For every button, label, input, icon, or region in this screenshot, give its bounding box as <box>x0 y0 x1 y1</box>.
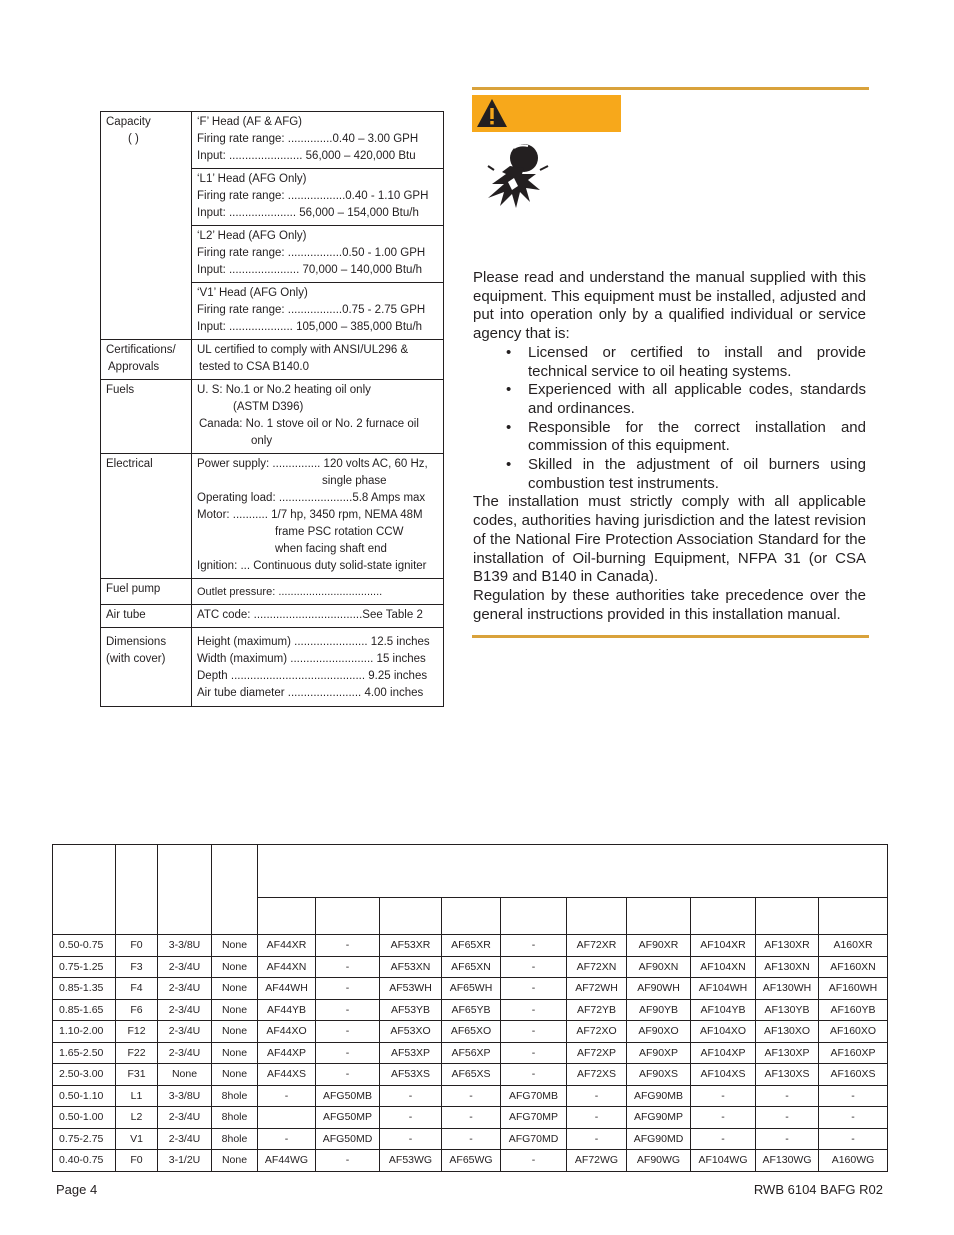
spec-label-fuel-pump <box>101 579 192 605</box>
table-cell: - <box>501 956 567 978</box>
table-cell: - <box>501 978 567 1000</box>
warning-bullet: • Responsible for the correct installation and commission of this equipment. <box>473 419 866 456</box>
capacity-label-paren: ( ) <box>128 133 139 145</box>
table-cell: 0.75-2.75 <box>53 1128 116 1150</box>
spec-value-fuels <box>192 380 444 454</box>
header-cell <box>756 898 819 935</box>
spec-row-capacity-f <box>101 112 444 169</box>
table-cell: AF53WG <box>380 1150 442 1172</box>
table-cell: AF130XO <box>756 1021 819 1043</box>
electrical-power-2: single phase <box>322 475 387 487</box>
table-cell: 0.85-1.35 <box>53 978 116 1000</box>
header-cell <box>212 845 258 935</box>
spec-value-l1-head <box>192 169 444 226</box>
spec-row-fuels <box>101 380 444 454</box>
table-cell: - <box>756 1085 819 1107</box>
spec-value-fuel-pump <box>192 579 444 605</box>
table-cell: 0.75-1.25 <box>53 956 116 978</box>
table-cell: 2-3/4U <box>158 978 212 1000</box>
table-cell: - <box>258 1085 316 1107</box>
fuel-pump-value: Outlet pressure: .................................. <box>197 586 383 598</box>
table-cell: None <box>158 1064 212 1086</box>
table-cell: V1 <box>116 1128 158 1150</box>
header-cell <box>501 898 567 935</box>
header-cell <box>819 898 888 935</box>
warning-intro: Please read and understand the manual supplied with this equipment. This equipment must be installed, adjusted and put into operation only by a qualified individual or service agency that is: <box>473 269 866 343</box>
table-cell: 0.50-0.75 <box>53 935 116 957</box>
table-cell: AF72XN <box>567 956 627 978</box>
table-cell: AF65WG <box>442 1150 501 1172</box>
table-cell: 3-1/2U <box>158 1150 212 1172</box>
table-cell: AF90XO <box>627 1021 691 1043</box>
table-cell: AF130YB <box>756 999 819 1021</box>
spec-row-fuel-pump <box>101 579 444 605</box>
table-cell: F3 <box>116 956 158 978</box>
table-cell: None <box>212 956 258 978</box>
table-cell: AF130WG <box>756 1150 819 1172</box>
explosion-icon <box>484 140 552 212</box>
table-cell: None <box>212 935 258 957</box>
table-cell: 1.10-2.00 <box>53 1021 116 1043</box>
spec-value-certifications <box>192 340 444 380</box>
table-row <box>53 956 888 978</box>
table-cell: AFG70MD <box>501 1128 567 1150</box>
table-cell: AF44XO <box>258 1021 316 1043</box>
table-cell: - <box>316 1042 380 1064</box>
fuels-canada-2: only <box>251 435 273 447</box>
table-cell: A160WG <box>819 1150 888 1172</box>
table-cell: 0.40-0.75 <box>53 1150 116 1172</box>
table-cell: - <box>316 956 380 978</box>
table-row <box>53 1021 888 1043</box>
spec-row-electrical <box>101 454 444 579</box>
table-cell: - <box>501 1042 567 1064</box>
spec-value-electrical <box>192 454 444 579</box>
table-cell: 2-3/4U <box>158 1021 212 1043</box>
table-cell: AF160WH <box>819 978 888 1000</box>
table-cell: F12 <box>116 1021 158 1043</box>
f-head-title: ‘F’ Head (AF & AFG) <box>197 116 303 128</box>
table-cell: AFG70MP <box>501 1107 567 1129</box>
table-row <box>53 1064 888 1086</box>
table-cell: AFG50MP <box>316 1107 380 1129</box>
table-cell: AF65XR <box>442 935 501 957</box>
table-cell <box>258 1107 316 1129</box>
table-cell: AF160XS <box>819 1064 888 1086</box>
l1-head-title: ‘L1’ Head (AFG Only) <box>197 173 307 185</box>
table-cell: - <box>380 1085 442 1107</box>
l2-head-firing: Firing rate range: .................0.50 - 1.00 GPH <box>197 247 426 259</box>
header-cell <box>258 845 888 898</box>
table-cell: - <box>567 1085 627 1107</box>
table-cell: L1 <box>116 1085 158 1107</box>
cert-line-2: tested to CSA B140.0 <box>199 361 309 373</box>
fuels-label: Fuels <box>106 384 135 396</box>
table-cell: AF104XS <box>691 1064 756 1086</box>
warning-installation-paragraph: The installation must strictly comply with all applicable codes, authorities having jurisdiction and the latest revision of the National Fire Protection Association Standard for the installation of Oil-burning Equipment, NFPA 31 (or CSA B139 and B140 in Canada). <box>473 493 866 586</box>
table-cell: - <box>501 935 567 957</box>
table-cell: - <box>316 1064 380 1086</box>
l1-head-firing: Firing rate range: ..................0.40 - 1.10 GPH <box>197 190 429 202</box>
spec-label-air-tube <box>101 605 192 628</box>
table-cell: AF104XR <box>691 935 756 957</box>
table-cell: AF44WG <box>258 1150 316 1172</box>
dimensions-air-tube-diameter: Air tube diameter ....................... 4.00 inches <box>197 687 424 699</box>
f-head-firing: Firing rate range: ..............0.40 – 3.00 GPH <box>197 133 419 145</box>
table-cell: 8hole <box>212 1128 258 1150</box>
table-cell: - <box>567 1128 627 1150</box>
cert-label-1: Certifications/ <box>106 344 176 356</box>
table-cell: AF53YB <box>380 999 442 1021</box>
table-cell: F22 <box>116 1042 158 1064</box>
warning-triangle-icon <box>476 97 508 129</box>
table-cell: AF44XN <box>258 956 316 978</box>
fuels-us-2: (ASTM D396) <box>233 401 304 413</box>
v1-head-firing: Firing rate range: .................0.75 - 2.75 GPH <box>197 304 426 316</box>
table-cell: - <box>691 1085 756 1107</box>
warning-bottom-rule <box>472 635 869 638</box>
table-cell: - <box>380 1107 442 1129</box>
table-row <box>53 1042 888 1064</box>
dimensions-width: Width (maximum) .......................... 15 inches <box>197 653 426 665</box>
table-cell: AF160XO <box>819 1021 888 1043</box>
table-cell: AF90WG <box>627 1150 691 1172</box>
table-cell: 2-3/4U <box>158 1107 212 1129</box>
table-cell: F31 <box>116 1064 158 1086</box>
table-row <box>53 1107 888 1129</box>
table-cell: AF90YB <box>627 999 691 1021</box>
warning-bullet-list <box>473 344 866 494</box>
header-cell <box>442 898 501 935</box>
table-cell: - <box>316 978 380 1000</box>
table-cell: F4 <box>116 978 158 1000</box>
table-cell: - <box>442 1085 501 1107</box>
table-cell: AF44YB <box>258 999 316 1021</box>
model-table <box>52 844 888 1172</box>
table-cell: - <box>316 1150 380 1172</box>
table-row <box>53 1085 888 1107</box>
table-cell: - <box>258 1128 316 1150</box>
header-cell <box>691 898 756 935</box>
table-cell: AF90XN <box>627 956 691 978</box>
spec-value-dimensions <box>192 628 444 707</box>
table-cell: AF56XP <box>442 1042 501 1064</box>
table-cell: - <box>567 1107 627 1129</box>
table-cell: F0 <box>116 1150 158 1172</box>
table-cell: 2-3/4U <box>158 956 212 978</box>
table-cell: AF104WH <box>691 978 756 1000</box>
table-cell: AFG50MB <box>316 1085 380 1107</box>
table-cell: 8hole <box>212 1085 258 1107</box>
table-cell: 1.65-2.50 <box>53 1042 116 1064</box>
table-cell: AF104XP <box>691 1042 756 1064</box>
table-cell: AF160XP <box>819 1042 888 1064</box>
table-cell: AF44WH <box>258 978 316 1000</box>
fuels-us-1: U. S: No.1 or No.2 heating oil only <box>197 384 371 396</box>
warning-top-rule <box>472 87 869 90</box>
table-cell: 0.50-1.10 <box>53 1085 116 1107</box>
table-cell: - <box>501 1021 567 1043</box>
table-cell: AF53XS <box>380 1064 442 1086</box>
table-cell: AF65XS <box>442 1064 501 1086</box>
table-row <box>53 999 888 1021</box>
cert-label-2: Approvals <box>108 361 160 373</box>
table-cell: AF53XP <box>380 1042 442 1064</box>
warning-text <box>473 269 866 624</box>
table-cell: - <box>316 1021 380 1043</box>
f-head-input: Input: ....................... 56,000 – 420,000 Btu <box>197 150 416 162</box>
cert-line-1: UL certified to comply with ANSI/UL296 & <box>197 344 409 356</box>
table-cell: 0.50-1.00 <box>53 1107 116 1129</box>
table-row <box>53 1150 888 1172</box>
dimensions-label-2: (with cover) <box>106 653 166 665</box>
dimensions-label-1: Dimensions <box>106 636 167 648</box>
table-cell: A160XR <box>819 935 888 957</box>
l2-head-input: Input: ...................... 70,000 – 140,000 Btu/h <box>197 264 423 276</box>
table-cell: AF104XO <box>691 1021 756 1043</box>
table-cell: AF53XN <box>380 956 442 978</box>
table-cell: AFG90MB <box>627 1085 691 1107</box>
table-cell: AF104WG <box>691 1150 756 1172</box>
table-cell: AF53XR <box>380 935 442 957</box>
table-cell: 2-3/4U <box>158 1128 212 1150</box>
table-cell: AF65XO <box>442 1021 501 1043</box>
spec-value-l2-head <box>192 226 444 283</box>
spec-row-certifications <box>101 340 444 380</box>
table-cell: - <box>691 1107 756 1129</box>
table-cell: AFG90MP <box>627 1107 691 1129</box>
table-cell: None <box>212 1064 258 1086</box>
specifications-table <box>100 111 444 707</box>
table-cell: None <box>212 1021 258 1043</box>
warning-bullet: • Skilled in the adjustment of oil burners using combustion test instruments. <box>473 456 866 493</box>
table-cell: AF65YB <box>442 999 501 1021</box>
table-cell: 2-3/4U <box>158 1042 212 1064</box>
table-cell: AF72WH <box>567 978 627 1000</box>
table-row <box>53 978 888 1000</box>
header-cell <box>380 898 442 935</box>
table-cell: - <box>442 1128 501 1150</box>
table-cell: AF104XN <box>691 956 756 978</box>
table-cell: - <box>691 1128 756 1150</box>
table-cell: None <box>212 1150 258 1172</box>
table-cell: AF72XR <box>567 935 627 957</box>
table-cell: AF72XS <box>567 1064 627 1086</box>
header-cell <box>316 898 380 935</box>
electrical-label: Electrical <box>106 458 153 470</box>
table-cell: AF65WH <box>442 978 501 1000</box>
spec-label-certifications <box>101 340 192 380</box>
spec-row-air-tube <box>101 605 444 628</box>
fuel-pump-label: Fuel pump <box>106 583 161 595</box>
table-cell: AF130WH <box>756 978 819 1000</box>
table-cell: - <box>756 1107 819 1129</box>
table-cell: 8hole <box>212 1107 258 1129</box>
capacity-label: Capacity <box>106 116 151 128</box>
air-tube-value: ATC code: ..................................See Table 2 <box>197 609 423 621</box>
table-cell: AF53XO <box>380 1021 442 1043</box>
table-row <box>53 935 888 957</box>
table-cell: - <box>819 1107 888 1129</box>
table-cell: - <box>316 935 380 957</box>
spec-row-dimensions <box>101 628 444 707</box>
dimensions-height: Height (maximum) ....................... 12.5 inches <box>197 636 430 648</box>
spec-value-f-head <box>192 112 444 169</box>
table-cell: 3-3/8U <box>158 935 212 957</box>
electrical-motor-3: when facing shaft end <box>275 543 387 555</box>
electrical-motor-1: Motor: ........... 1/7 hp, 3450 rpm, NEMA 48M <box>197 509 423 521</box>
header-cell <box>567 898 627 935</box>
table-cell: 3-3/8U <box>158 1085 212 1107</box>
table-cell: 2.50-3.00 <box>53 1064 116 1086</box>
table-cell: - <box>819 1085 888 1107</box>
table-cell: AF90XP <box>627 1042 691 1064</box>
table-cell: AF104YB <box>691 999 756 1021</box>
table-cell: - <box>501 1150 567 1172</box>
table-cell: - <box>380 1128 442 1150</box>
table-cell: None <box>212 999 258 1021</box>
v1-head-input: Input: .................... 105,000 – 385,000 Btu/h <box>197 321 423 333</box>
table-cell: - <box>819 1128 888 1150</box>
electrical-power-1: Power supply: ............... 120 volts AC, 60 Hz, <box>197 458 428 470</box>
v1-head-title: ‘V1’ Head (AFG Only) <box>197 287 308 299</box>
table-cell: AF90XS <box>627 1064 691 1086</box>
table-cell: F0 <box>116 935 158 957</box>
table-row <box>53 1128 888 1150</box>
table-cell: - <box>316 999 380 1021</box>
table-cell: AF160YB <box>819 999 888 1021</box>
table-cell: AF90WH <box>627 978 691 1000</box>
electrical-load: Operating load: .......................5.8 Amps max <box>197 492 426 504</box>
electrical-ignition: Ignition: ... Continuous duty solid-state igniter <box>197 560 427 572</box>
table-cell: AF130XS <box>756 1064 819 1086</box>
spec-value-v1-head <box>192 283 444 340</box>
model-table-body <box>53 935 888 1172</box>
table-cell: L2 <box>116 1107 158 1129</box>
table-cell: AF130XR <box>756 935 819 957</box>
table-cell: AF65XN <box>442 956 501 978</box>
table-cell: AF53WH <box>380 978 442 1000</box>
table-cell: AF72YB <box>567 999 627 1021</box>
table-cell: None <box>212 1042 258 1064</box>
l2-head-title: ‘L2’ Head (AFG Only) <box>197 230 307 242</box>
air-tube-label: Air tube <box>106 609 146 621</box>
header-cell <box>53 845 116 935</box>
table-cell: - <box>442 1107 501 1129</box>
header-cell <box>258 898 316 935</box>
table-cell: AF72XO <box>567 1021 627 1043</box>
spec-label-fuels <box>101 380 192 454</box>
table-cell: AF72XP <box>567 1042 627 1064</box>
spec-label-dimensions <box>101 628 192 707</box>
table-cell: AF44XS <box>258 1064 316 1086</box>
table-cell: - <box>501 1064 567 1086</box>
spec-label-capacity <box>101 112 192 340</box>
spec-value-air-tube <box>192 605 444 628</box>
table-cell: F6 <box>116 999 158 1021</box>
header-cell <box>116 845 158 935</box>
table-cell: AF130XN <box>756 956 819 978</box>
table-cell: AFG70MB <box>501 1085 567 1107</box>
table-cell: 0.85-1.65 <box>53 999 116 1021</box>
page-number: Page 4 <box>56 1182 98 1197</box>
electrical-motor-2: frame PSC rotation CCW <box>275 526 404 538</box>
table-cell: AF130XP <box>756 1042 819 1064</box>
table-cell: None <box>212 978 258 1000</box>
table-cell: AF44XP <box>258 1042 316 1064</box>
table-cell: AFG50MD <box>316 1128 380 1150</box>
table-cell: - <box>501 999 567 1021</box>
table-cell: - <box>756 1128 819 1150</box>
dimensions-depth: Depth .......................................... 9.25 inches <box>197 670 428 682</box>
header-cell <box>158 845 212 935</box>
table-cell: AF160XN <box>819 956 888 978</box>
table-cell: AFG90MD <box>627 1128 691 1150</box>
table-cell: AF90XR <box>627 935 691 957</box>
header-cell <box>627 898 691 935</box>
table-cell: AF44XR <box>258 935 316 957</box>
warning-bullet: • Experienced with all applicable codes, standards and ordinances. <box>473 381 866 418</box>
table-cell: 2-3/4U <box>158 999 212 1021</box>
warning-regulation-paragraph: Regulation by these authorities take precedence over the general instructions provided in this installation manual. <box>473 586 866 623</box>
fuels-canada-1: Canada: No. 1 stove oil or No. 2 furnace oil <box>199 418 419 430</box>
table-cell: AF72WG <box>567 1150 627 1172</box>
document-code: RWB 6104 BAFG R02 <box>753 1182 883 1197</box>
l1-head-input: Input: ..................... 56,000 – 154,000 Btu/h <box>197 207 419 219</box>
warning-bullet: • Licensed or certified to install and provide technical service to oil heating systems. <box>473 344 866 381</box>
model-table-header-row-1 <box>53 845 888 898</box>
spec-label-electrical <box>101 454 192 579</box>
